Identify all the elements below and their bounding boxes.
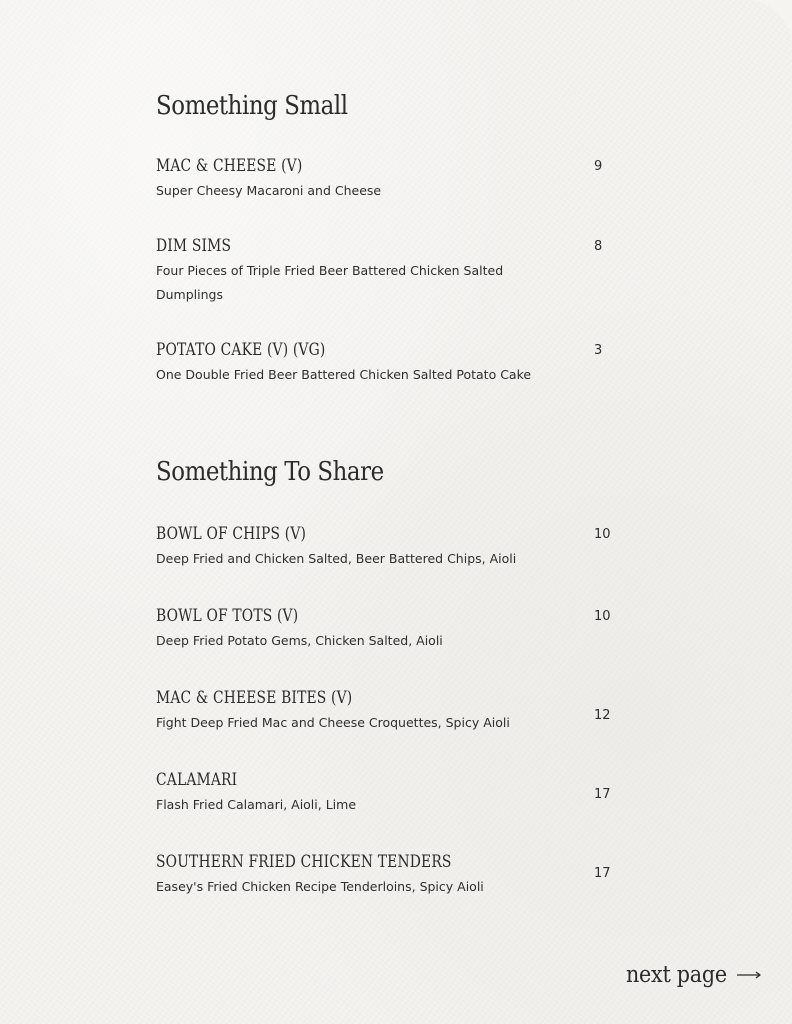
menu-item-description: Deep Fried and Chicken Salted, Beer Battered Chips, Aioli bbox=[156, 551, 517, 566]
menu-item-description: One Double Fried Beer Battered Chicken Salted Potato Cake bbox=[156, 367, 532, 382]
menu-item-name: BOWL OF TOTS (V) bbox=[156, 606, 299, 625]
menu-item-potato-cake bbox=[156, 339, 616, 387]
menu-item-price: 10 bbox=[594, 609, 611, 624]
menu-item-price: 17 bbox=[594, 787, 611, 802]
section-title-something-small: Something Small bbox=[156, 91, 348, 121]
menu-item-name: MAC & CHEESE BITES (V) bbox=[156, 688, 353, 707]
menu-item-bowl-of-tots bbox=[156, 605, 616, 653]
menu-item-mac-and-cheese-bites bbox=[156, 687, 616, 735]
arrow-right-icon bbox=[736, 968, 762, 982]
menu-item-price: 17 bbox=[594, 866, 611, 881]
menu-item-dim-sims bbox=[156, 235, 616, 307]
menu-item-name: MAC & CHEESE (V) bbox=[156, 156, 303, 175]
menu-item-name: POTATO CAKE (V) (VG) bbox=[156, 340, 326, 359]
next-page-link[interactable] bbox=[626, 962, 762, 988]
section-title-something-to-share: Something To Share bbox=[156, 457, 384, 487]
next-page-label: next page bbox=[626, 962, 727, 988]
menu-item-price: 8 bbox=[594, 239, 603, 254]
menu-item-description: Fight Deep Fried Mac and Cheese Croquettes, Spicy Aioli bbox=[156, 715, 510, 730]
menu-item-name: CALAMARI bbox=[156, 770, 238, 789]
menu-item-description: Flash Fried Calamari, Aioli, Lime bbox=[156, 797, 357, 812]
menu-item-price: 9 bbox=[594, 159, 603, 174]
menu-item-mac-and-cheese bbox=[156, 155, 616, 203]
menu-item-price: 12 bbox=[594, 708, 611, 723]
menu-item-price: 3 bbox=[594, 343, 603, 358]
menu-item-bowl-of-chips bbox=[156, 523, 616, 571]
menu-item-name: SOUTHERN FRIED CHICKEN TENDERS bbox=[156, 852, 452, 871]
menu-item-description: Deep Fried Potato Gems, Chicken Salted, Aioli bbox=[156, 633, 443, 648]
menu-item-description: Easey's Fried Chicken Recipe Tenderloins, Spicy Aioli bbox=[156, 879, 484, 894]
menu-item-description: Four Pieces of Triple Fried Beer Battered Chicken Salted Dumplings bbox=[156, 263, 504, 302]
menu-item-name: BOWL OF CHIPS (V) bbox=[156, 524, 307, 543]
menu-item-price: 10 bbox=[594, 527, 611, 542]
menu-item-calamari bbox=[156, 769, 616, 817]
menu-item-name: DIM SIMS bbox=[156, 236, 232, 255]
menu-item-description: Super Cheesy Macaroni and Cheese bbox=[156, 183, 382, 198]
menu-item-southern-fried-chicken-tenders bbox=[156, 851, 616, 899]
